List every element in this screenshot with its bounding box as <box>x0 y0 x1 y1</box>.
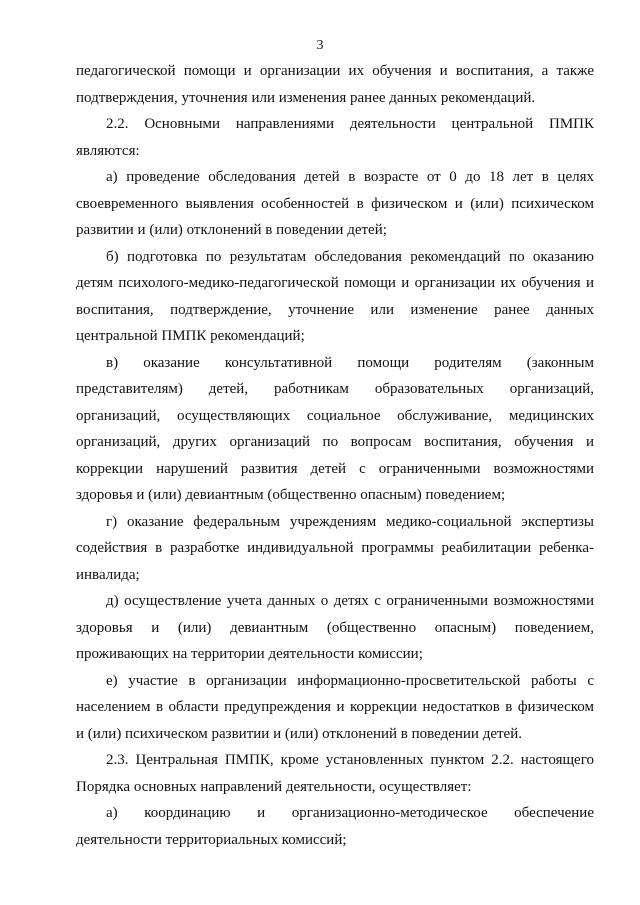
text-line: педагогической помощи и организации их обучения и воспитания, а также <box>76 63 594 79</box>
text-line: организаций, осуществляющих социальное обслуживание, медицинских <box>76 407 594 424</box>
text-line: здоровья и (или) девиантным (общественно опасным) поведением; <box>76 487 506 503</box>
text-line: д) осуществление учета данных о детях с ограниченными возможностями <box>106 593 594 609</box>
text-line: детям психолого-медико-педагогической помощи и организации их обучения и <box>76 275 594 291</box>
text-line: Порядка основных направлений деятельности, осуществляет: <box>76 778 472 795</box>
page-number: 3 <box>316 38 324 53</box>
text-line: 2.2. Основными направлениями деятельности центральной ПМПК <box>106 116 594 132</box>
text-line: г) оказание федеральным учреждениям медико-социальной экспертизы <box>106 513 594 530</box>
text-line: своевременного выявления особенностей в физическом и (или) психическом <box>76 195 594 212</box>
text-line: а) проведение обследования детей в возрасте от 0 до 18 лет в целях <box>106 169 594 185</box>
text-line: центральной ПМПК рекомендаций; <box>76 328 305 344</box>
text-line: деятельности территориальных комиссий; <box>76 831 347 848</box>
text-line: коррекции нарушений развития детей с ограниченными возможностями <box>76 460 594 477</box>
text-line: являются: <box>76 142 140 159</box>
text-line: б) подготовка по результатам обследования рекомендаций по оказанию <box>106 248 594 265</box>
text-line: проживающих на территории деятельности комиссии; <box>76 646 423 662</box>
text-line: 2.3. Центральная ПМПК, кроме установленных пунктом 2.2. настоящего <box>106 752 594 768</box>
text-line: организаций, других организаций по вопросам воспитания, обучения и <box>76 434 594 450</box>
text-line: представителям) детей, работникам образовательных организаций, <box>76 381 594 397</box>
document-body <box>76 58 594 853</box>
text-line: а) координацию и организационно-методическое обеспечение <box>106 805 594 821</box>
text-line: здоровья и (или) девиантным (общественно опасным) поведением, <box>76 619 594 636</box>
text-line: населением в области предупреждения и коррекции недостатков в физическом <box>76 699 594 715</box>
text-line: подтверждения, уточнения или изменения ранее данных рекомендаций. <box>76 89 536 106</box>
text-line: инвалида; <box>76 566 140 583</box>
text-line: и (или) психическом развитии и (или) отклонений в поведении детей. <box>76 725 522 742</box>
text-line: в) оказание консультативной помощи родителям (законным <box>106 354 594 371</box>
text-line: воспитания, подтверждение, уточнение или изменение ранее данных <box>76 301 594 318</box>
text-line: содействия в разработке индивидуальной программы реабилитации ребенка- <box>76 540 594 556</box>
text-line: е) участие в организации информационно-просветительской работы с <box>106 672 594 689</box>
text-line: развитии и (или) отклонений в поведении детей; <box>76 222 387 238</box>
